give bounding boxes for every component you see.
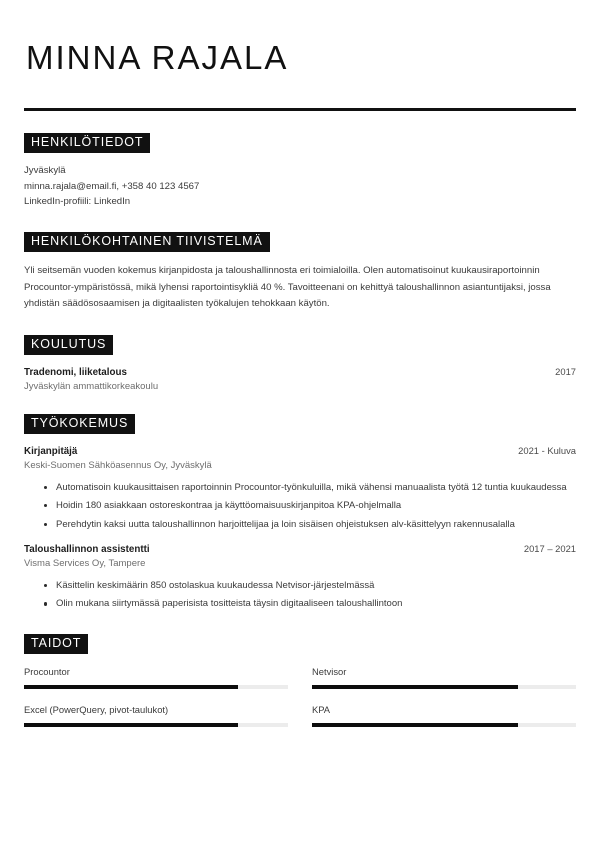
candidate-name: MINNA RAJALA bbox=[26, 39, 289, 76]
education-institution: Jyväskylän ammattikorkeakoulu bbox=[24, 380, 159, 392]
section-badge-summary: HENKILÖKOHTAINEN TIIVISTELMÄ bbox=[24, 232, 270, 252]
section-badge-personal-details: HENKILÖTIEDOT bbox=[24, 133, 150, 153]
skill-progress-track bbox=[24, 685, 288, 689]
summary-text: Yli seitsemän vuoden kokemus kirjanpidosta ja taloushallinnosta eri toimialoilla. Olen automatisoinut kuukausiraportoinnin Procountor-ympäristössä, mikä lyhensi raportointisykliä 40 %. Tavoitteenani on kehittyä taloushallinnon asiantuntijaksi, jossa yhdistän säädösosaamisen ja digitaalisten työkalujen tehokkaan käytön. bbox=[24, 265, 551, 310]
experience-entry bbox=[24, 543, 576, 612]
skill-item bbox=[24, 666, 288, 689]
skill-label: KPA bbox=[312, 703, 331, 715]
header bbox=[24, 40, 576, 111]
section-experience bbox=[24, 414, 576, 612]
contact-block bbox=[24, 163, 576, 210]
skill-progress-fill bbox=[312, 685, 518, 689]
experience-date: 2021 - Kuluva bbox=[518, 444, 576, 456]
contact-line-linkedin[interactable]: LinkedIn-profiili: LinkedIn bbox=[24, 196, 131, 208]
section-badge-education: KOULUTUS bbox=[24, 335, 113, 355]
experience-entry-header bbox=[24, 543, 576, 555]
skill-progress-track bbox=[312, 723, 576, 727]
experience-bullet-list bbox=[24, 480, 576, 532]
section-badge-experience: TYÖKOKEMUS bbox=[24, 414, 135, 434]
section-summary bbox=[24, 232, 576, 313]
skill-progress-fill bbox=[312, 723, 518, 727]
skill-progress-track bbox=[312, 685, 576, 689]
header-divider bbox=[24, 108, 576, 111]
education-entry bbox=[24, 366, 576, 392]
skill-progress-fill bbox=[24, 723, 238, 727]
list-item: Käsittelin keskimäärin 850 ostolaskua kuukaudessa Netvisor-järjestelmässä bbox=[46, 578, 576, 593]
experience-job-title: Kirjanpitäjä bbox=[24, 445, 78, 457]
skill-item bbox=[312, 666, 576, 689]
experience-job-title: Taloushallinnon assistentti bbox=[24, 544, 150, 556]
skill-label: Excel (PowerQuery, pivot-taulukot) bbox=[24, 703, 169, 715]
list-item: Automatisoin kuukausittaisen raportoinnin Procountor-työnkuluilla, mikä vähensi manuaalista työtä 12 tuntia kuukaudessa bbox=[46, 480, 576, 495]
experience-employer: Keski-Suomen Sähköasennus Oy, Jyväskylä bbox=[24, 459, 212, 471]
list-item: Hoidin 180 asiakkaan ostoreskontraa ja käyttöomaisuuskirjanpitoa KPA-ohjelmalla bbox=[46, 498, 576, 513]
skill-item bbox=[24, 704, 288, 727]
skill-progress-fill bbox=[24, 685, 238, 689]
experience-bullet-list bbox=[24, 578, 576, 612]
section-skills bbox=[24, 634, 576, 727]
experience-entry bbox=[24, 445, 576, 532]
skills-grid bbox=[24, 666, 576, 727]
skill-progress-track bbox=[24, 723, 288, 727]
section-personal-details bbox=[24, 133, 576, 210]
experience-date: 2017 – 2021 bbox=[523, 543, 576, 555]
skill-item bbox=[312, 704, 576, 727]
contact-line-city: Jyväskylä bbox=[24, 165, 66, 177]
list-item: Perehdytin kaksi uutta taloushallinnon harjoittelijaa ja loin sisäisen ohjeistuksen alv-käsittelyyn rakennusalalla bbox=[46, 517, 576, 532]
skill-label: Procountor bbox=[24, 665, 70, 677]
education-entry-header bbox=[24, 366, 576, 378]
skill-label: Netvisor bbox=[312, 665, 347, 677]
list-item: Olin mukana siirtymässä paperisista tositteista täysin digitaaliseen taloushallintoon bbox=[46, 596, 576, 611]
education-degree: Tradenomi, liiketalous bbox=[24, 366, 127, 378]
contact-line-email-phone: minna.rajala@email.fi, +358 40 123 4567 bbox=[24, 180, 200, 192]
section-education bbox=[24, 335, 576, 392]
experience-entry-header bbox=[24, 445, 576, 457]
education-date: 2017 bbox=[555, 365, 576, 377]
experience-employer: Visma Services Oy, Tampere bbox=[24, 558, 146, 570]
section-badge-skills: TAIDOT bbox=[24, 634, 88, 654]
